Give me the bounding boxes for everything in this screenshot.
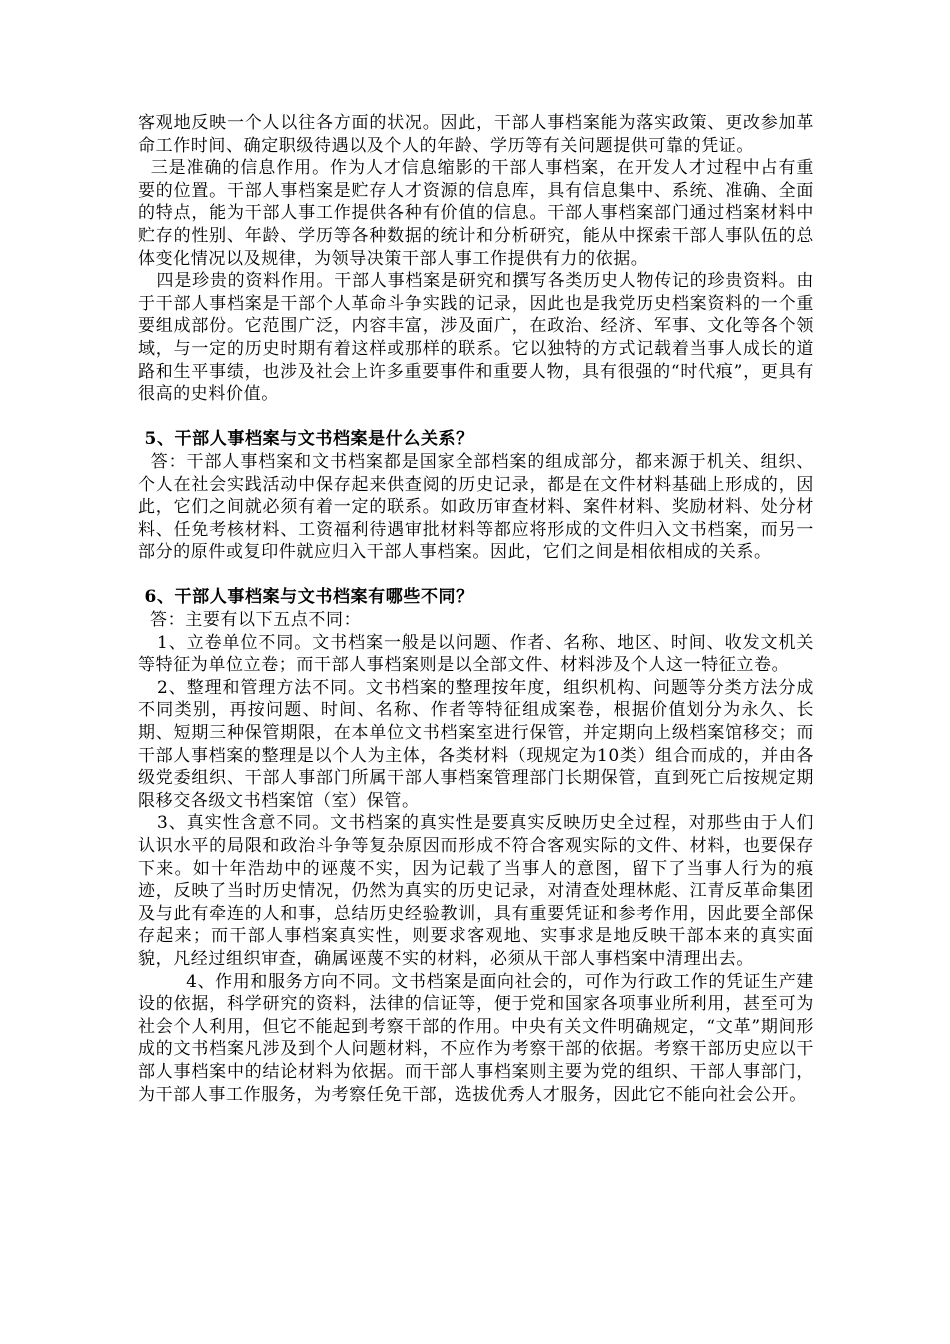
spacer xyxy=(138,564,814,587)
paragraph-evidence-role-end: 客观地反映一个人以往各方面的状况。因此，干部人事档案能为落实政策、更改参加革命工作时间、确定职级待遇以及个人的年龄、学历等有关问题提供可靠的凭证。 xyxy=(138,113,814,156)
question-5-answer: 答：干部人事档案和文书档案都是国家全部档案的组成部分，都来源于机关、组织、个人在社会实践活动中保存起来供查阅的历史记录，都是在文件材料基础上形成的，因此，它们之间就必须有着一定的联系。如政历审查材料、案件材料、奖励材料、处分材料、任免考核材料、工资福利待遇审批材料等都应将形成的文件归入文书档案，而另一部分的原件或复印件就应归入干部人事档案。因此，它们之间是相依相成的关系。 xyxy=(138,451,814,563)
paragraph-information-role: 三是准确的信息作用。作为人才信息缩影的干部人事档案，在开发人才过程中占有重要的位置。干部人事档案是贮存人才资源的信息库，具有信息集中、系统、准确、全面的特点，能为干部人事工作提供各种有价值的信息。干部人事档案部门通过档案材料中贮存的性别、年龄、学历等各种数据的统计和分析研究，能从中探索干部人事队伍的总体变化情况以及规律，为领导决策干部人事工作提供有力的依据。 xyxy=(138,158,814,269)
question-6-point-4: 4、作用和服务方向不同。文书档案是面向社会的，可作为行政工作的凭证生产建设的依据，科学研究的资料，法律的信证等，便于党和国家各项事业所利用，甚至可为社会个人利用，但它不能起到考察干部的作用。中央有关文件明确规定，“文革”期间形成的文书档案凡涉及到个人问题材料，不应作为考察干部的依据。考察干部历史应以干部人事档案中的结论材料为依据。而干部人事档案则主要为党的组织、干部人事部门，为干部人事工作服务，为考察任免干部，选拔优秀人才服务，因此它不能向社会公开。 xyxy=(138,971,814,1105)
question-6-point-2: 2、整理和管理方法不同。文书档案的整理按年度，组织机构、问题等分类方法分成不同类别，再按问题、时间、名称、作者等特征组成案卷，根据价值划分为永久、长期、短期三种保管期限，在本单位文书档案室进行保管，并定期向上级档案馆移交；而干部人事档案的整理是以个人为主体，各类材料（现规定为10类）组合而成的，并由各级党委组织、干部人事部门所属干部人事档案管理部门长期保管，直到死亡后按规定期限移交各级文书档案馆（室）保管。 xyxy=(138,677,815,811)
document-page xyxy=(138,112,814,1106)
spacer xyxy=(138,406,814,429)
paragraph-material-role: 四是珍贵的资料作用。干部人事档案是研究和撰写各类历史人物传记的珍贵资料。由于干部人事档案是干部个人革命斗争实践的记录，因此也是我党历史档案资料的一个重要组成部份。它范围广泛，内容丰富，涉及面广，在政治、经济、军事、文化等各个领域，与一定的历史时期有着这样或那样的联系。它以独特的方式记载着当事人成长的道路和生平事绩，也涉及社会上许多重要事件和重要人物，具有很强的“时代痕”，更具有很高的史料价值。 xyxy=(138,271,815,405)
question-5-heading: 5、干部人事档案与文书档案是什么关系？ xyxy=(138,429,474,450)
question-6-heading: 6、干部人事档案与文书档案有哪些不同？ xyxy=(138,587,474,608)
question-6-point-3: 3、真实性含意不同。文书档案的真实性是要真实反映历史全过程，对那些由于人们认识水平的局限和政治斗争等复杂原因而形成不符合客观实际的文件、材料，也要保存下来。如十年浩劫中的诬蔑不实，因为记载了当事人的意图，留下了当事人行为的痕迹，反映了当时历史情况，仍然为真实的历史记录，对清查处理林彪、江青反革命集团及与此有牵连的人和事，总结历史经验教训，具有重要凭证和参考作用，因此要全部保存起来；而干部人事档案真实性，则要求客观地、实事求是地反映干部本来的真实面貌，凡经过组织审查，确属诬蔑不实的材料，必须从干部人事档案中清理出去。 xyxy=(138,813,815,969)
question-6-intro: 答：主要有以下五点不同： xyxy=(138,610,362,631)
question-6-point-1: 1、立卷单位不同。文书档案一般是以问题、作者、名称、地区、时间、收发文机关等特征为单位立卷；而干部人事档案则是以全部文件、材料涉及个人这一特征立卷。 xyxy=(138,632,815,676)
